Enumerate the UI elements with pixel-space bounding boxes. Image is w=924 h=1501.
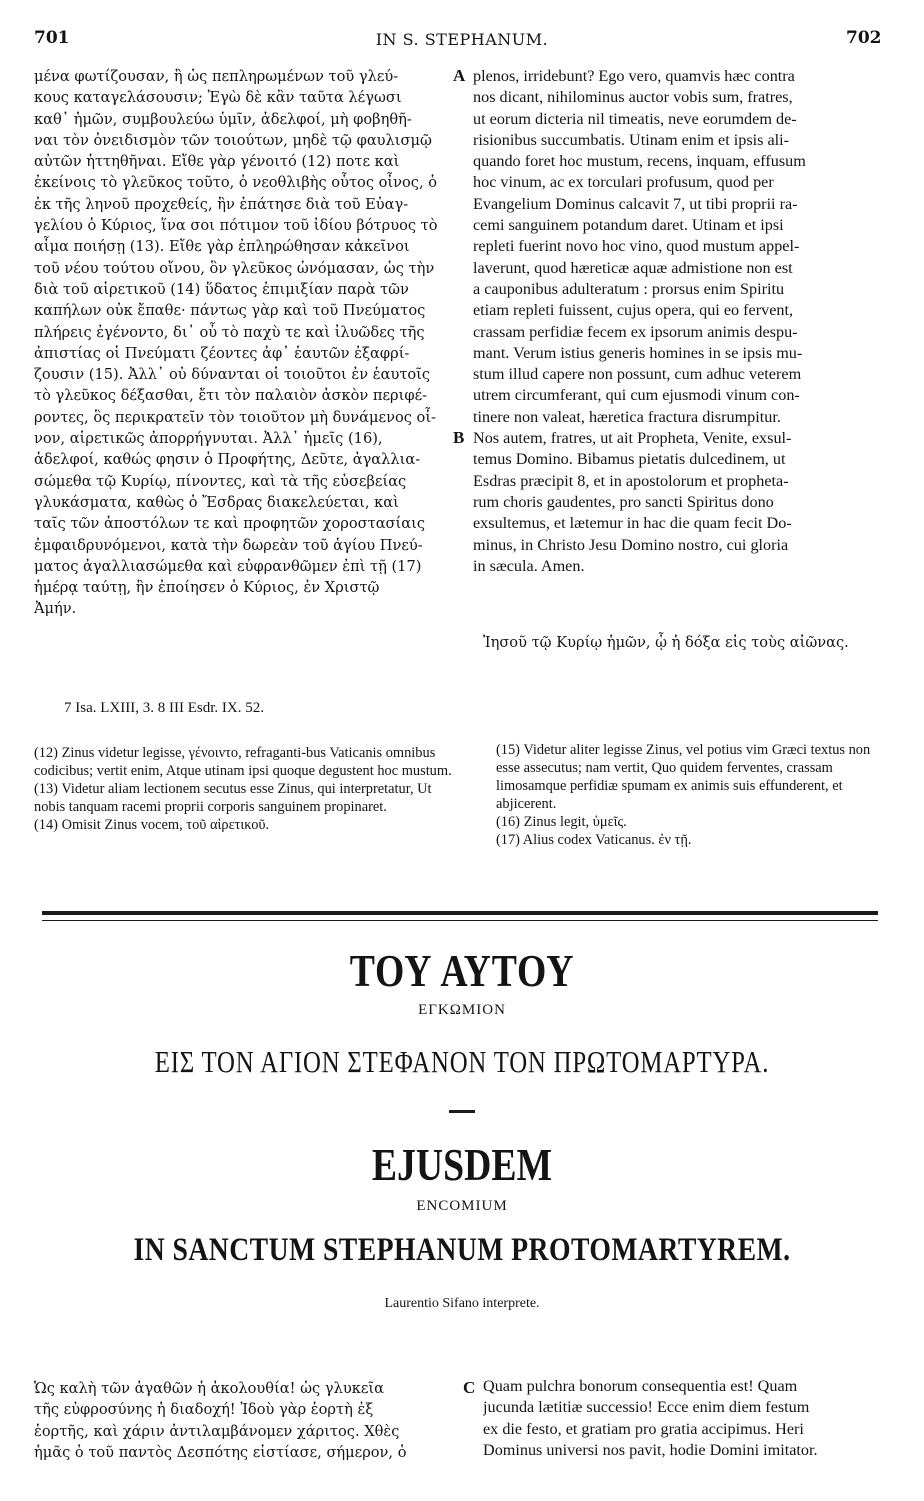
footnote: (13) Videtur aliam lectionem secutus esse Zinus, qui interpretatur, Ut nobis tanquam racemi proprii corporis sanguinem propinaret. <box>34 781 432 815</box>
greek-subtitle: ΕΓΚΩΜΙΟΝ <box>418 1002 506 1018</box>
margin-mark-c: C <box>463 1378 476 1397</box>
latin-text-line: exsultemus, et lætemur in hac die quam fecit Do- <box>473 514 792 533</box>
footnote: (14) Omisit Zinus vocem, τοῦ αἱρετικοῦ. <box>34 817 270 833</box>
footnotes-left <box>34 744 454 834</box>
latin-text-line: cemi sanguinem potandum daret. Utinam et ipsi <box>473 216 784 235</box>
greek-text-line: Ἀμήν. <box>34 600 77 618</box>
latin-text-line: a cauponibus adulteratum : prorsus enim Spiritu <box>473 279 785 298</box>
latin-text-line: utrem circumferant, qui cum ejusmodi vinum con- <box>473 386 800 405</box>
greek-text-line: Ὡς καλὴ τῶν ἀγαθῶν ἡ ἀκολουθία! ὡς γλυκεῖα <box>34 1380 384 1397</box>
margin-mark-b: B <box>453 428 465 447</box>
latin-text-line: stum illud capere non possunt, cum adhuc veterem <box>473 365 802 384</box>
greek-column-top <box>34 66 452 620</box>
greek-text-line: ἡμᾶς ὁ τοῦ παντὸς Δεσπότης εἱστίασε, σήμερον, ὁ <box>34 1443 407 1461</box>
greek-text-line: μένα φωτίζουσαν, ἢ ὡς πεπληρωμένων τοῦ γλεύ- <box>34 68 399 85</box>
greek-text-line: ἡμέρᾳ ταύτῃ, ἣν ἐποίησεν ὁ Κύριος, ἐν Χριστῷ <box>34 579 380 597</box>
greek-text-line: ἐκ τῆς ληνοῦ προχεθείς, ἣν ἐπάτησε διὰ τοῦ Εὐαγ- <box>34 195 409 213</box>
greek-continuation <box>483 632 893 653</box>
greek-text-line: ζουσιν (15). Ἀλλ᾽ οὐ δύνανται οἱ τοιοῦτοι ἐν ἑαυτοῖς <box>34 366 431 384</box>
greek-text-line: καπήλων οὐκ ἔπαθε· πάντως γὰρ καὶ τοῦ Πνεύματος <box>34 302 426 320</box>
greek-text-line: ταῖς τῶν ἀποστόλων τε καὶ προφητῶν χοροστασίαις <box>34 515 425 533</box>
greek-text-line: πλήρεις ἐγένοντο, δι᾽ οὗ τὸ παχὺ τε καὶ ἰλυῶδες τῆς <box>34 323 425 341</box>
greek-text-line: ματος ἀγαλλιασώμεθα καὶ εὐφρανθῶμεν ἐπὶ τῇ (17) <box>34 557 422 575</box>
scripture-refs: 7 Isa. LXIII, 3. 8 III Esdr. IX. 52. <box>64 700 264 716</box>
latin-column-bottom <box>483 1376 893 1461</box>
greek-text-line: αὐτῶν ἡττηθῆναι. Εἴθε γὰρ γένοιτό (12) ποτε καὶ <box>34 153 400 171</box>
latin-subtitle: ENCOMIUM <box>416 1198 508 1214</box>
footnote: (12) Zinus videtur legisse, γένοιντο, refraganti-bus Vaticanis omnibus codicibus; vertit enim, Atque utinam ipsi quoque degustent hoc mustum. <box>34 745 452 779</box>
greek-text-line: νον, αἱρετικῶς ἀπορρήγνυται. Ἀλλ᾽ ἡμεῖς (16), <box>34 430 383 448</box>
page-number-right: 702 <box>846 28 882 48</box>
greek-text-line: ἀδελφοί, καθώς φησιν ὁ Προφήτης, Δεῦτε, ἀγαλλια- <box>34 451 421 469</box>
latin-text-line: hoc vinum, ac ex torculari profusum, quod per <box>473 173 774 192</box>
greek-text-line: τῆς εὐφροσύνης ἡ διαδοχή! Ἰδοὺ γὰρ ἑορτὴ ἐξ <box>34 1401 374 1419</box>
latin-text-line: Nos autem, fratres, ut ait Propheta, Venite, exsul- <box>473 429 792 448</box>
latin-text-line: Quam pulchra bonorum consequentia est! Quam <box>483 1377 798 1395</box>
latin-text-line: temus Domino. Bibamus pietatis dulcedinem, ut <box>473 450 786 469</box>
latin-text-line: Esdras præcipit 8, et in apostolorum et propheta- <box>473 471 789 490</box>
latin-text-line: minus, in Christo Jesu Domino nostro, cui gloria <box>473 535 789 554</box>
footnote: (16) Zinus legit, ὑμεῖς. <box>496 814 627 830</box>
greek-text-line: ἀπιστίας οἱ Πνεύματι ζέοντες ἀφ᾽ ἑαυτῶν ἐξαφρί- <box>34 344 410 362</box>
title-dash <box>449 1110 475 1113</box>
latin-text-line: mant. Verum istius generis homines in se ipsis mu- <box>473 343 803 362</box>
greek-text-line: σώμεθα τῷ Κυρίῳ, πίνοντες, καὶ τὰ τῆς εὐσεβείας <box>34 472 407 490</box>
latin-column-top <box>473 66 891 577</box>
latin-text-line: rum choris gaudentes, pro sancti Spiritus dono <box>473 492 774 511</box>
footnote: (17) Alius codex Vaticanus. ἐν τῇ. <box>496 832 692 848</box>
latin-text-line: ut eorum dicteria nil timeatis, neve eorumdem de- <box>473 109 797 128</box>
latin-text-line: etiam repleti fuissent, cujus opera, qui eo fervent, <box>473 301 794 320</box>
latin-text-line: repleti fuerint novo hoc vino, quod mustum appel- <box>473 237 800 256</box>
greek-text-line: γλυκάσματα, καθὼς ὁ Ἔσδρας διακελεύεται, καὶ <box>34 493 399 511</box>
greek-text-line: κους καταγελάσουσιν; Ἐγὼ δὲ κἂν ταῦτα λέγωσι <box>34 89 402 107</box>
latin-text-line: Evangelium Dominus calcavit 7, ut tibi proprii ra- <box>473 194 798 213</box>
latin-text-line: quando foret hoc mustum, recens, inquam, effusum <box>473 152 806 171</box>
greek-text-line: αἷμα ποιήσῃ (13). Εἴθε γὰρ ἐπληρώθησαν κἀκεῖνοι <box>34 238 410 256</box>
latin-text-line: laverunt, quod hæreticæ aquæ admistione non est <box>473 258 793 277</box>
section-rule-thin <box>42 920 878 921</box>
greek-column-bottom <box>34 1378 462 1463</box>
greek-text-line: ἐκείνοις τὸ γλεῦκος τοῦτο, ὁ νεοθλιβὴς οὗτος οἶνος, ὁ <box>34 174 438 192</box>
greek-heading: ΕΙΣ ΤΟΝ ΑΓΙΟΝ ΣΤΕΦΑΝΟΝ ΤΟΝ ΠΡΩΤΟΜΑΡΤΥΡΑ. <box>154 1044 770 1079</box>
greek-text-line: τὸ γλεῦκος δέξασθαι, ἔτι τὸν παλαιὸν ἀσκὸν περιφέ- <box>34 387 428 405</box>
latin-text-line: ex die festo, et gratiam pro gratia accipimus. Heri <box>483 1419 804 1438</box>
greek-text-line: ροντες, ὃς περικρατεῖν τὸν τοιοῦτον μὴ δυνάμενος οἶ- <box>34 408 436 426</box>
greek-text-line: ναι τὸν ὀνειδισμὸν τῶν τοιούτων, μηδὲ τῷ φαυλισμῷ <box>34 131 432 149</box>
latin-text-line: nos dicant, nihilominus auctor vobis sum, fratres, <box>473 88 793 107</box>
latin-text-line: plenos, irridebunt? Ego vero, quamvis hæc contra <box>473 67 795 85</box>
latin-title: EJUSDEM <box>371 1139 553 1190</box>
running-head: IN S. STEPHANUM. <box>375 30 549 49</box>
latin-text-line: risionibus succumbatis. Utinam enim et ipsis ali- <box>473 130 790 149</box>
footnotes-right <box>496 741 890 849</box>
latin-text-line: jucunda lætitiæ successio! Ecce enim diem festum <box>483 1398 810 1417</box>
greek-text-line: γελίου ὁ Κύριος, ἵνα σοι πότιμον τοῦ ἰδίου βότρυος τὸ <box>34 217 438 235</box>
latin-text-line: Dominus universi nos pavit, hodie Domini imitator. <box>483 1440 818 1459</box>
greek-title: ΤΟΥ ΑΥΤΟΥ <box>349 945 575 996</box>
greek-text-line: ἐμφαιδρυνόμενοι, κατὰ τὴν δωρεὰν τοῦ ἁγίου Πνεύ- <box>34 536 423 554</box>
greek-continuation-line: Ἰησοῦ τῷ Κυρίῳ ἡμῶν, ᾧ ἡ δόξα εἰς τοὺς αἰῶνας. <box>483 634 849 651</box>
greek-text-line: ἑορτῆς, καὶ χάριν ἀντιλαμβάνομεν χάριτος. Χθὲς <box>34 1422 400 1440</box>
page-number-left: 701 <box>34 28 70 48</box>
margin-mark-a: A <box>453 66 466 85</box>
latin-text-line: in sæcula. Amen. <box>473 556 585 575</box>
greek-text-line: διὰ τοῦ αἱρετικοῦ (14) ὕδατος ἐπιμιξίαν παρὰ τῶν <box>34 280 409 298</box>
section-rule <box>42 911 878 915</box>
greek-text-line: τοῦ νέου τούτου οἴνου, ὃν γλεῦκος ὠνόμασαν, ὡς τὴν <box>34 259 435 277</box>
latin-text-line: crassam perfidiæ fecem ex ipsorum animis despu- <box>473 322 798 341</box>
footnote: (15) Videtur aliter legisse Zinus, vel potius vim Græci textus non esse assecutus; nam vertit, Quo quidem ferventes, crassam limosamque perfidiæ spumam ex animis suis effunderent, et abjicerent. <box>496 742 871 812</box>
latin-heading: IN SANCTUM STEPHANUM PROTOMARTYREM. <box>133 1232 791 1268</box>
greek-text-line: καθ᾽ ἡμῶν, συμβουλεύω ὑμῖν, ἀδελφοί, μὴ φοβηθῆ- <box>34 110 412 128</box>
interpreter-note: Laurentio Sifano interprete. <box>384 1296 540 1311</box>
latin-text-line: tinere non valeat, hæretica fractura disrumpitur. <box>473 407 781 426</box>
